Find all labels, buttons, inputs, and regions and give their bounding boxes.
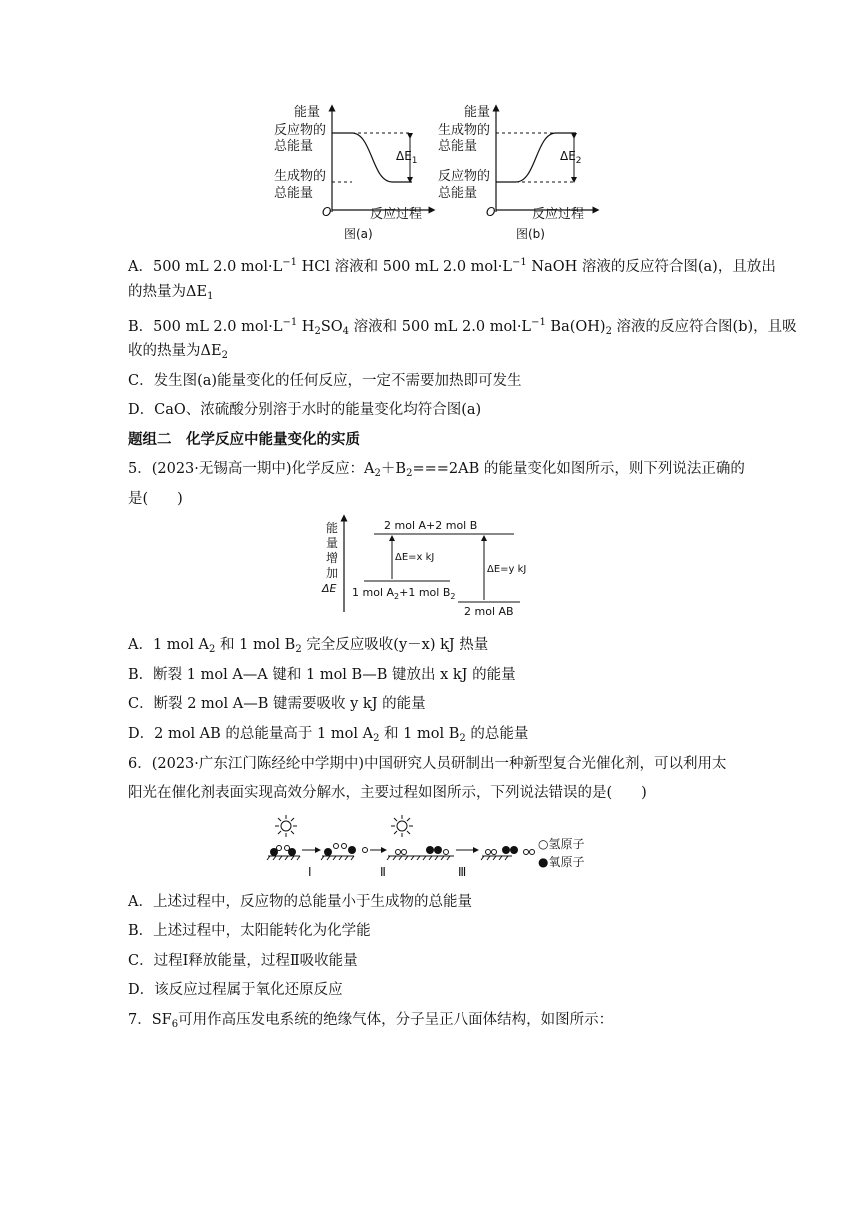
- q5-mid-level-a: 1 mol A: [352, 586, 395, 599]
- q6-stem-line2: 阳光在催化剂表面实现高效分解水，主要过程如图所示，下列说法错误的是( ): [128, 785, 647, 801]
- q6-stage-2: Ⅱ: [380, 865, 386, 879]
- fig-a-top-label-2: 总能量: [274, 139, 314, 154]
- q4-option-a-line1: A．500 mL 2.0 $mol\cdot L^{-1}$ HCl 溶液和 500 mL 2.0 $mol\cdot L^{-1}$ NaOH 溶液的反应符合图(a)，且放出: [128, 257, 776, 275]
- fig-b-delta: ΔE: [560, 149, 576, 163]
- q5-mid-level-b: +1 mol B: [399, 586, 451, 599]
- svg-text:ΔE2: [560, 149, 582, 166]
- q5-y-axis-char-3: 增: [326, 551, 339, 565]
- fig-b-bottom-label-1: 反应物的: [438, 169, 491, 184]
- q5-delta-x: ΔE=x kJ: [395, 552, 435, 563]
- fig-a-caption: 图(a): [344, 227, 373, 241]
- fig-b-caption: 图(b): [516, 227, 545, 241]
- fig-b-x-axis: 反应过程: [532, 207, 585, 222]
- fig-a-bottom-label-1: 生成物的: [274, 169, 327, 184]
- q6-option-d: D．该反应过程属于氧化还原反应: [128, 982, 343, 998]
- energy-figure-ab: [260, 100, 600, 245]
- figure-a: [274, 104, 432, 241]
- q5-delta-y: ΔE=y kJ: [487, 564, 527, 575]
- fig-b-delta-sub: 2: [575, 156, 582, 166]
- q5-bottom-level: 2 mol AB: [464, 605, 514, 618]
- q5-stem-line1: 5．(2023·无锡高一期中)化学反应：$A_2+B_2===2AB$ 的能量变化如图所示，则下列说法正确的: [128, 461, 745, 479]
- q6-process-diagram: [262, 812, 602, 884]
- fig-b-top-label-1: 生成物的: [438, 123, 491, 138]
- fig-a-y-axis: 能量: [294, 105, 321, 120]
- q6-stem-line1: 6．(2023·广东江门陈经纶中学期中)中国研究人员研制出一种新型复合光催化剂，可以利用太: [128, 756, 727, 772]
- q5-option-c: C．断裂 2 mol A—B 键需要吸收 y kJ 的能量: [128, 696, 426, 712]
- q5-y-axis-char-1: 能: [326, 521, 339, 535]
- q6-stage-1: Ⅰ: [308, 865, 312, 879]
- fig-a-delta-sub: 1: [411, 156, 418, 166]
- q5-energy-diagram: [318, 512, 548, 622]
- q4-option-a-line2: 的热量为$\Delta E_1$: [128, 284, 214, 302]
- fig-a-delta: ΔE: [396, 149, 412, 163]
- q6-stage-3: Ⅲ: [458, 865, 467, 879]
- section-title: 题组二 化学反应中能量变化的实质: [128, 432, 360, 448]
- fig-a-top-label-1: 反应物的: [274, 123, 327, 138]
- q4-option-d: D．CaO、浓硫酸分别溶于水时的能量变化均符合图(a): [128, 402, 482, 418]
- fig-a-x-axis: 反应过程: [370, 207, 423, 222]
- figure-b: [438, 104, 596, 241]
- q4-option-c: C．发生图(a)能量变化的任何反应，一定不需要加热即可发生: [128, 373, 522, 389]
- fig-b-origin: O: [486, 205, 496, 219]
- q6-option-c: C．过程Ⅰ释放能量，过程Ⅱ吸收能量: [128, 953, 358, 969]
- sun-icon: [391, 815, 413, 837]
- svg-text:ΔE1: [396, 149, 418, 166]
- fig-b-bottom-label-2: 总能量: [438, 186, 478, 201]
- q5-top-level: 2 mol A+2 mol B: [384, 519, 478, 532]
- q5-y-axis-delta: ΔE: [322, 582, 337, 595]
- q5-option-a: A．1 mol $A_2$ 和 1 mol $B_2$ 完全反应吸收(y－x) kJ 热量: [128, 637, 489, 655]
- q6-option-b: B．上述过程中，太阳能转化为化学能: [128, 923, 371, 939]
- q6-legend-oxygen: ●氧原子: [538, 855, 585, 869]
- q5-option-b: B．断裂 1 mol A—A 键和 1 mol B—B 键放出 x kJ 的能量: [128, 667, 516, 683]
- q5-y-axis-char-4: 加: [326, 566, 339, 580]
- fig-b-top-label-2: 总能量: [438, 139, 478, 154]
- fig-b-y-axis: 能量: [464, 105, 491, 120]
- q4-option-b-line2: 收的热量为$\Delta E_2$: [128, 343, 228, 361]
- fig-a-origin: O: [322, 205, 332, 219]
- q5-option-d: D．2 mol AB 的总能量高于 1 mol $A_2$ 和 1 mol $B_2$ 的总能量: [128, 726, 529, 744]
- q5-stem-line2: 是( ): [128, 491, 183, 507]
- q6-legend-hydrogen: ○氢原子: [538, 837, 585, 851]
- q6-option-a: A．上述过程中，反应物的总能量小于生成物的总能量: [128, 894, 472, 910]
- q7-stem: 7．$SF_6$可用作高压发电系统的绝缘气体，分子呈正八面体结构，如图所示：: [128, 1012, 614, 1030]
- svg-text:1 mol A2+1 mol B2: 1 mol $A_2+1$ mol $B_2$: [352, 586, 456, 601]
- fig-a-bottom-label-2: 总能量: [274, 186, 314, 201]
- q5-y-axis-char-2: 量: [326, 536, 339, 550]
- sun-icon: [275, 815, 297, 837]
- q4-option-b-line1: B．500 mL 2.0 $mol\cdot L^{-1}$ $H_2SO_4$ 溶液和 500 mL 2.0 $mol\cdot L^{-1}$ $Ba(OH)_2$ 溶液的反应符合图(b)，且吸: [128, 317, 797, 337]
